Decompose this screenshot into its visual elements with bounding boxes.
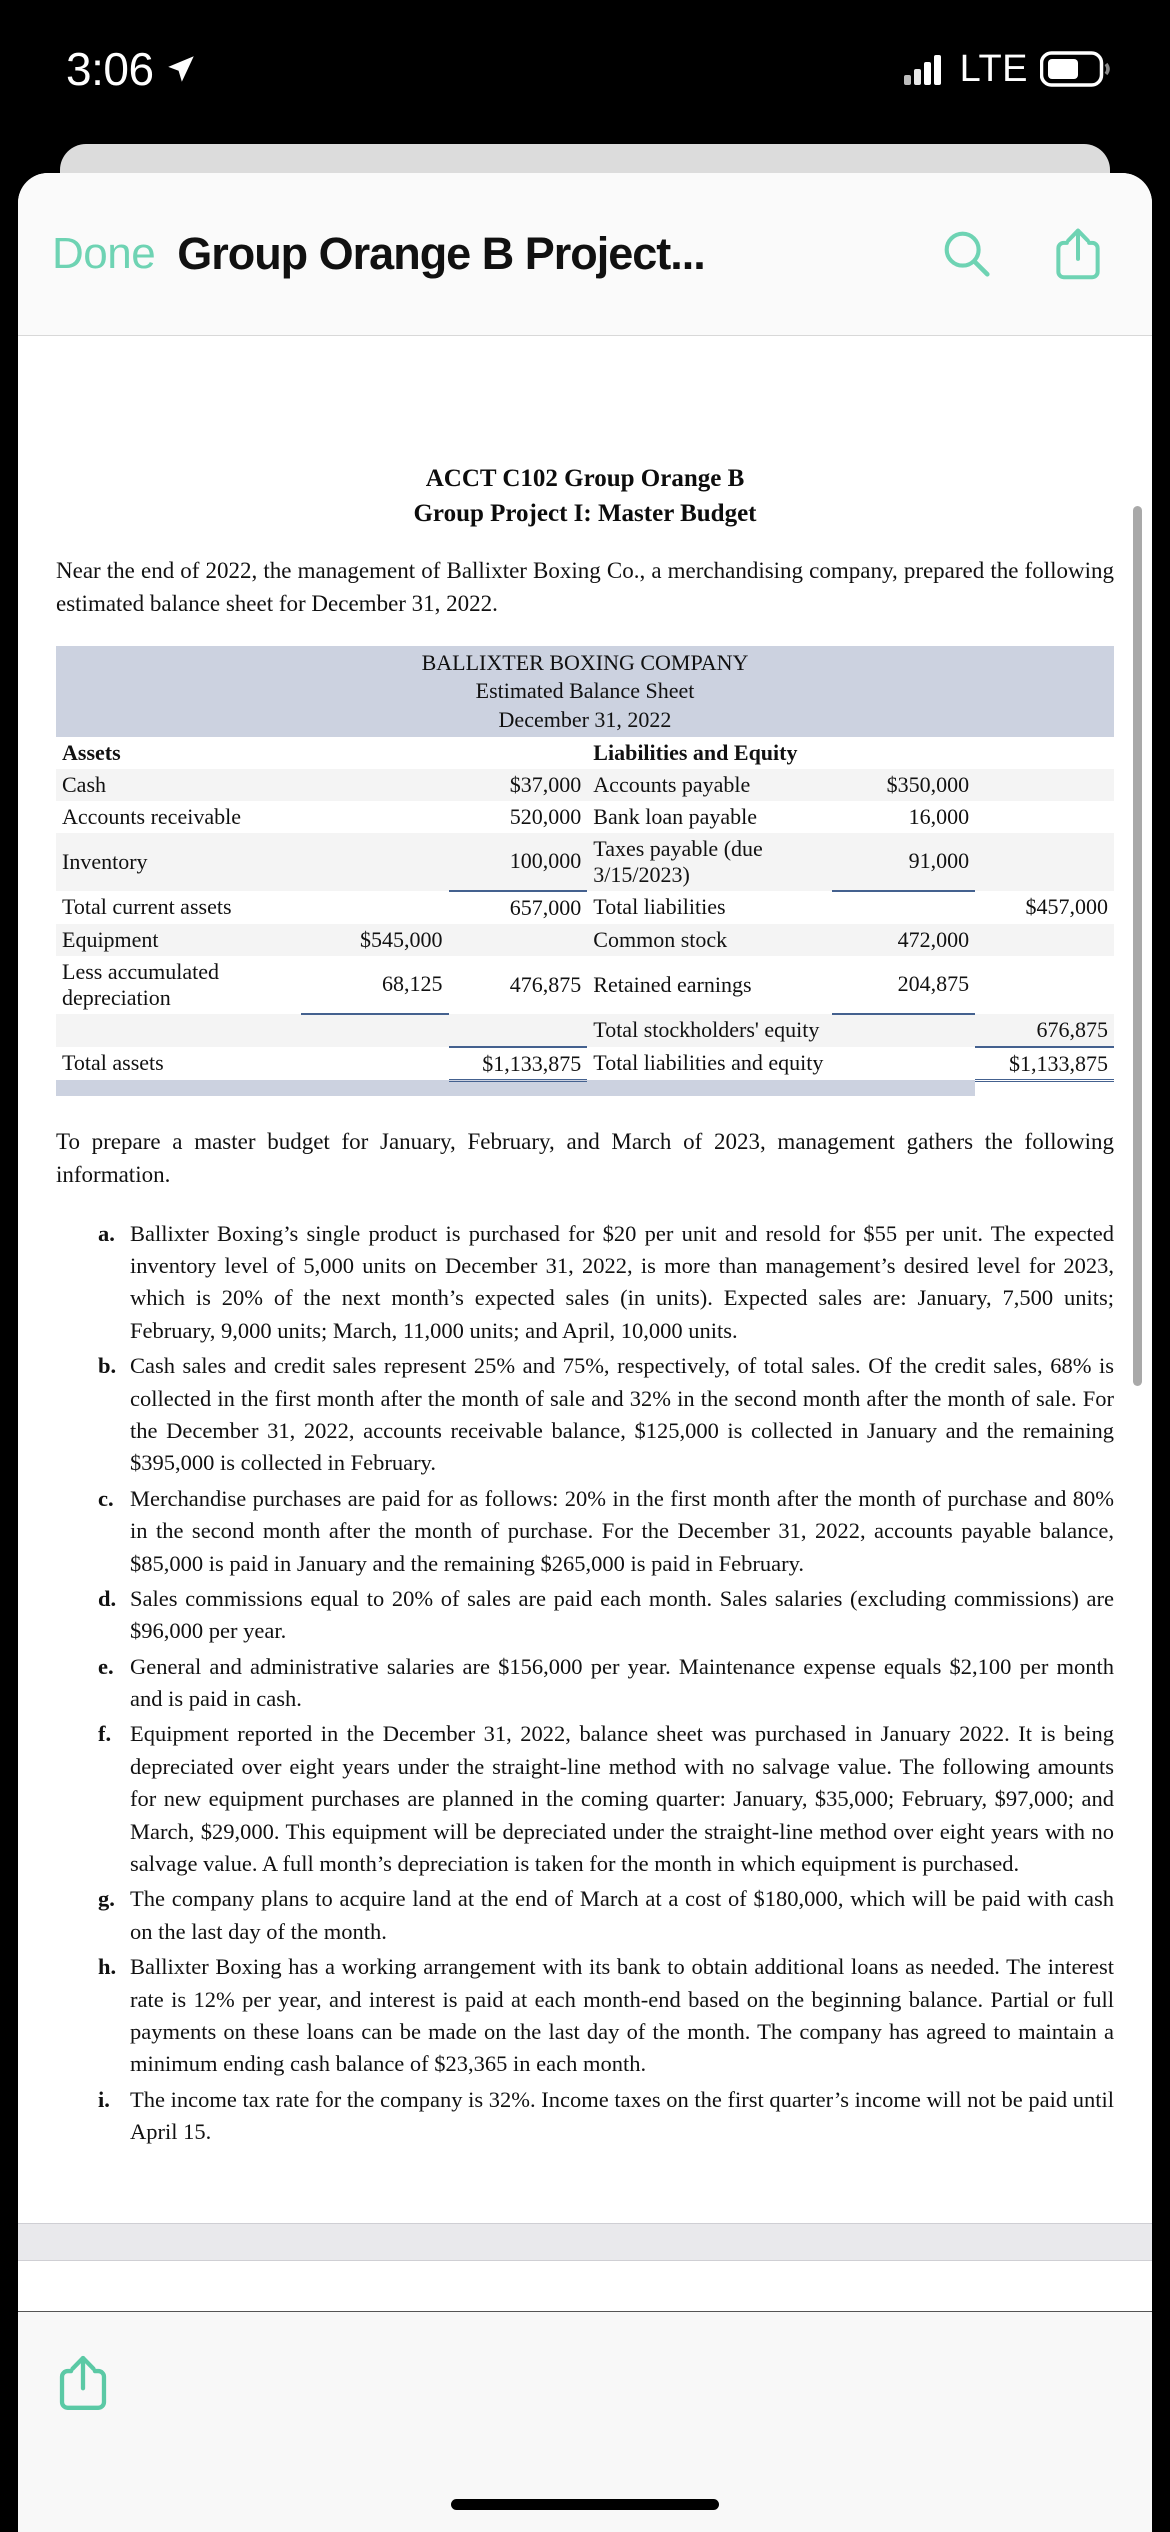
cell-asset-v1: $545,000	[360, 926, 443, 952]
cell-le-v1: $350,000	[886, 771, 970, 797]
list-item: Sales commissions equal to 20% of sales are paid each month. Sales salaries (excluding commissions) are $96,000 per year.	[130, 1585, 1114, 1644]
col-header-liabilities-equity: Liabilities and Equity	[593, 739, 798, 765]
cellular-signal-icon	[904, 53, 948, 85]
share-icon	[1050, 225, 1106, 283]
nav-actions	[938, 225, 1106, 283]
cell-le-label: Total liabilities and equity	[593, 1049, 824, 1075]
cell-le-v1: 204,875	[832, 956, 975, 1014]
cell-le-v2: $1,133,875	[975, 1047, 1114, 1081]
cell-le-v2: $457,000	[1025, 893, 1108, 919]
cell-le-label: Common stock	[593, 926, 728, 952]
cell-le-label: Total stockholders' equity	[593, 1016, 820, 1042]
cell-asset-label: Accounts receivable	[62, 803, 241, 829]
table-row	[56, 833, 1114, 891]
vertical-scrollbar[interactable]	[1133, 506, 1142, 1386]
cell-le-v2: 676,875	[975, 1014, 1114, 1047]
table-row	[56, 1014, 1114, 1047]
list-item: Cash sales and credit sales represent 25% and 75%, respectively, of total sales. Of the credit sales, 68% is collected in the first month after the month of sale and 32% in the second month after the month of sale. For the December 31, 2022, accounts receivable balance, $125,000 is collected in January and the remaining $395,000 is collected in February.	[130, 1353, 1114, 1476]
table-row	[56, 891, 1114, 924]
cell-asset-v1: 68,125	[301, 956, 449, 1014]
list-item: The company plans to acquire land at the end of March at a cost of $180,000, which will be paid with cash on the last day of the month.	[130, 1886, 1114, 1944]
table-row	[56, 956, 1114, 1014]
page-separator	[18, 2223, 1152, 2261]
page-title: Group Orange B Project...	[177, 228, 705, 279]
battery-icon	[1040, 51, 1112, 87]
cell-asset-v1	[301, 891, 449, 924]
navigation-bar	[18, 173, 1152, 336]
cell-le-label: Taxes payable (due 3/15/2023)	[593, 835, 763, 887]
cell-asset-v2: 476,875	[509, 971, 582, 997]
search-button[interactable]	[938, 225, 996, 283]
cell-asset-v1	[301, 1014, 449, 1047]
status-time-group	[66, 42, 198, 96]
cell-asset-v1	[301, 769, 449, 801]
list-item: Ballixter Boxing has a working arrangement with its bank to obtain additional loans as needed. The interest rate is 12% per year, and interest is paid at each month-end based on the beginning balance. Partial or full payments on these loans can be made on the last day of the month. The company has agreed to maintain a minimum ending cash balance of $23,365 in each month.	[130, 1954, 1114, 2077]
status-right-group	[904, 48, 1112, 91]
network-type-label: LTE	[959, 47, 1028, 90]
col-header-assets: Assets	[62, 739, 121, 765]
status-time: 3:06	[66, 43, 154, 95]
cell-asset-v2	[449, 1014, 588, 1047]
cell-le-v2	[975, 801, 1114, 833]
list-item: Equipment reported in the December 31, 2022, balance sheet was purchased in January 2022. It is being depreciated over eight years under the straight-line method with no salvage value. The following amounts for new equipment purchases are planned in the coming quarter: January, $35,000; February, $97,000; and March, $29,000. This equipment will be depreciated under the straight-line method over eight years with no salvage value. A full month’s depreciation is taken for the month in which equipment is purchased.	[130, 1721, 1114, 1877]
cell-le-label: Accounts payable	[593, 771, 751, 797]
cell-asset-v2: $1,133,875	[449, 1047, 588, 1081]
cell-asset-label: Total assets	[62, 1049, 164, 1075]
document-heading-line-1: ACCT C102 Group Orange B	[425, 465, 745, 492]
cell-le-label: Total liabilities	[593, 893, 726, 919]
cell-le-v1: 472,000	[897, 926, 970, 952]
document-page-1	[18, 336, 1152, 2532]
cell-asset-label: Equipment	[62, 926, 159, 952]
cell-le-v1: 16,000	[908, 803, 970, 829]
done-button[interactable]: Done	[52, 229, 156, 278]
list-item: Ballixter Boxing’s single product is purchased for $20 per unit and resold for $55 per unit. The expected inventory level of 5,000 units on December 31, 2022, is more than management’s desired level for 2023, which is 20% of the next month’s expected sales (in units). Expected sales are: January, 7,500 units; February, 9,000 units; March, 11,000 units; and April, 10,000 units.	[130, 1220, 1114, 1343]
table-row	[56, 769, 1114, 801]
cell-asset-v2: 100,000	[449, 833, 588, 891]
document-sheet	[18, 173, 1152, 2532]
cell-asset-v1	[301, 833, 449, 891]
balance-sheet-header-cell	[56, 646, 1114, 736]
document-heading	[56, 462, 1114, 531]
assumptions-list	[56, 1218, 1114, 2149]
cell-asset-v1	[301, 1047, 449, 1081]
cell-le-v1: 91,000	[832, 833, 975, 891]
location-arrow-icon	[164, 52, 198, 86]
list-item: The income tax rate for the company is 32%. Income taxes on the first quarter’s income will not be paid until April 15.	[130, 2086, 1114, 2145]
cell-asset-v2: 520,000	[509, 803, 582, 829]
share-button[interactable]	[1050, 225, 1106, 283]
document-heading-line-2: Group Project I: Master Budget	[413, 499, 757, 527]
bs-statement-name: Estimated Balance Sheet	[475, 678, 695, 704]
cell-asset-v2: 657,000	[509, 894, 582, 920]
intro-paragraph: Near the end of 2022, the management of Ballixter Boxing Co., a merchandising company, prepared the following estimated balance sheet for December 31, 2022.	[56, 558, 1114, 616]
cell-asset-label: Less accumulated depreciation	[62, 958, 219, 1010]
cell-asset-v2	[449, 924, 588, 956]
cell-le-v1	[832, 891, 975, 924]
balance-sheet-header-row	[56, 646, 1114, 736]
cell-asset-v2: $37,000	[509, 771, 582, 797]
mid-paragraph: To prepare a master budget for January, February, and March of 2023, management gathers the following information.	[56, 1129, 1114, 1187]
cell-asset-label: Total current assets	[62, 893, 232, 919]
cell-le-v2	[975, 924, 1114, 956]
balance-sheet-column-header-row	[56, 737, 1114, 769]
bottom-toolbar	[18, 2311, 1152, 2532]
bottom-share-button[interactable]	[54, 2352, 112, 2414]
cell-asset-label	[56, 1014, 301, 1047]
cell-asset-v1	[301, 801, 449, 833]
document-viewport[interactable]	[18, 336, 1152, 2532]
balance-sheet-table	[56, 646, 1114, 1096]
cell-asset-label: Cash	[62, 771, 106, 797]
list-item: General and administrative salaries are $156,000 per year. Maintenance expense equals $2,100 per month and is paid in cash.	[130, 1653, 1114, 1712]
home-indicator	[451, 2499, 719, 2510]
bs-company-name: BALLIXTER BOXING COMPANY	[421, 650, 749, 676]
table-row	[56, 1047, 1114, 1081]
cell-le-label: Retained earnings	[593, 971, 752, 997]
cell-asset-label: Inventory	[62, 848, 148, 874]
bs-statement-date: December 31, 2022	[498, 706, 672, 732]
table-row	[56, 801, 1114, 833]
cell-le-v1	[832, 1047, 975, 1081]
cell-le-v2	[975, 769, 1114, 801]
share-icon	[54, 2352, 112, 2414]
balance-sheet-footer-bar	[56, 1080, 1114, 1096]
cell-le-label: Bank loan payable	[593, 803, 758, 829]
list-item: Merchandise purchases are paid for as follows: 20% in the first month after the month of purchase and 80% in the second month after the month of purchase. For the December 31, 2022, accounts payable balance, $85,000 is paid in January and the remaining $265,000 is paid in February.	[130, 1485, 1114, 1576]
search-icon	[938, 225, 996, 283]
cell-le-v2	[975, 833, 1114, 891]
cell-le-v1	[832, 1014, 975, 1047]
cell-le-v2	[975, 956, 1114, 1014]
ios-status-bar	[0, 0, 1170, 138]
balance-sheet-table-wrap	[56, 646, 1114, 1096]
table-row	[56, 924, 1114, 956]
